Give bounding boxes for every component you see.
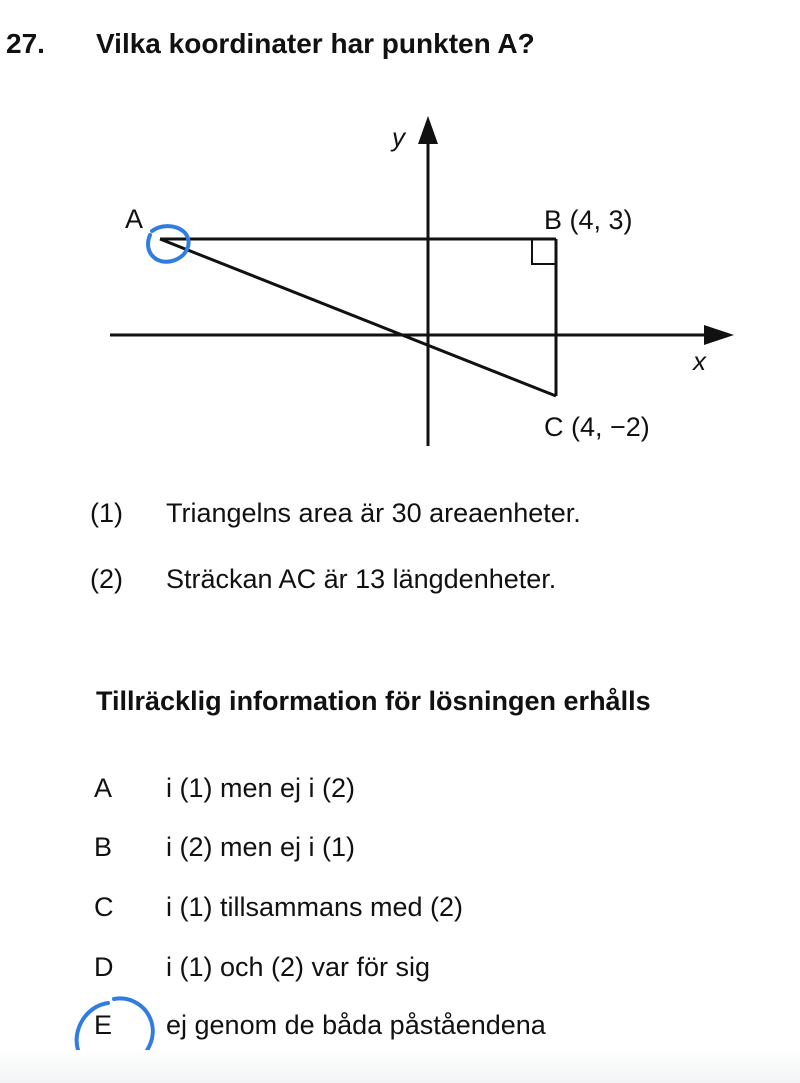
option-text: ej genom de båda påståendena: [166, 1010, 546, 1040]
option-letter: A: [94, 773, 113, 803]
coordinate-figure: [0, 0, 800, 470]
statement-number: (1): [90, 498, 123, 528]
segment-ac: [160, 239, 556, 396]
statement-text: Sträckan AC är 13 längdenheter.: [166, 564, 557, 594]
page-bottom-shade: [0, 1050, 800, 1083]
point-c-label: C (4, −2): [544, 412, 650, 442]
option-text: i (1) och (2) var för sig: [166, 952, 431, 982]
option-a[interactable]: [94, 773, 694, 807]
x-axis-label: x: [693, 346, 706, 376]
option-d[interactable]: [94, 952, 694, 986]
question-number: 27.: [6, 28, 45, 59]
handwritten-circle-a: [148, 226, 189, 262]
option-b[interactable]: [94, 832, 694, 866]
point-b-label: B (4, 3): [544, 205, 633, 235]
option-text: i (2) men ej i (1): [166, 832, 356, 862]
option-letter: E: [94, 1010, 113, 1040]
y-axis-arrow: [418, 116, 438, 144]
option-c[interactable]: [94, 892, 694, 926]
option-letter: C: [94, 892, 114, 922]
question-title: Vilka koordinater har punkten A?: [96, 28, 535, 59]
y-axis-label: y: [392, 122, 405, 152]
option-letter: D: [94, 952, 114, 982]
point-a-label: A: [125, 204, 144, 234]
answer-prompt: Tillräcklig information för lösningen erhålls: [96, 686, 651, 716]
option-text: i (1) tillsammans med (2): [166, 892, 464, 922]
x-axis-arrow: [704, 325, 734, 345]
option-letter: B: [94, 832, 113, 862]
option-e[interactable]: [94, 1010, 694, 1044]
option-text: i (1) men ej i (2): [166, 773, 356, 803]
right-angle-marker: [532, 239, 556, 264]
statement-text: Triangelns area är 30 areaenheter.: [166, 498, 581, 528]
statement-number: (2): [90, 564, 123, 594]
